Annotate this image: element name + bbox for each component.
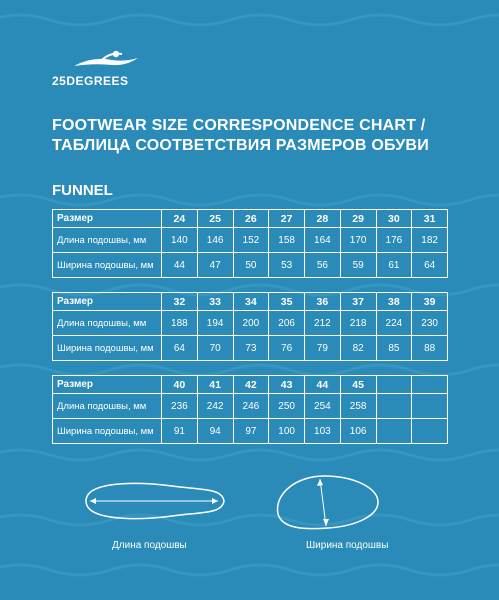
width-cell: 76 xyxy=(269,336,305,361)
length-cell: 194 xyxy=(197,311,233,336)
width-cell: 85 xyxy=(376,336,412,361)
logo-text: 25DEGREES xyxy=(52,74,129,88)
width-cell: 44 xyxy=(162,253,198,278)
length-cell: 224 xyxy=(376,311,412,336)
length-cell xyxy=(376,394,412,419)
length-row xyxy=(53,311,448,336)
size-cell: 28 xyxy=(305,210,341,228)
size-row xyxy=(53,376,448,394)
length-cell: 254 xyxy=(305,394,341,419)
size-cell: 31 xyxy=(412,210,448,228)
size-cell: 44 xyxy=(305,376,341,394)
sole-width-diagram xyxy=(268,470,388,536)
size-cell: 25 xyxy=(197,210,233,228)
size-cell: 41 xyxy=(197,376,233,394)
length-cell: 250 xyxy=(269,394,305,419)
size-cell: 43 xyxy=(269,376,305,394)
length-caption: Длина подошвы xyxy=(112,540,187,551)
model-name: FUNNEL xyxy=(52,182,113,199)
length-cell: 176 xyxy=(376,228,412,253)
width-cell: 73 xyxy=(233,336,269,361)
size-cell: 34 xyxy=(233,293,269,311)
size-cell: 35 xyxy=(269,293,305,311)
size-cell: 37 xyxy=(340,293,376,311)
length-cell: 206 xyxy=(269,311,305,336)
width-cell: 103 xyxy=(305,419,341,444)
width-cell: 82 xyxy=(340,336,376,361)
size-label: Размер xyxy=(53,210,162,228)
size-label: Размер xyxy=(53,293,162,311)
width-cell: 53 xyxy=(269,253,305,278)
width-cell: 70 xyxy=(197,336,233,361)
length-cell: 140 xyxy=(162,228,198,253)
size-cell xyxy=(376,376,412,394)
size-cell: 32 xyxy=(162,293,198,311)
length-cell: 146 xyxy=(197,228,233,253)
size-table-1 xyxy=(52,209,448,278)
length-cell: 158 xyxy=(269,228,305,253)
size-cell: 33 xyxy=(197,293,233,311)
length-cell: 236 xyxy=(162,394,198,419)
size-row xyxy=(53,293,448,311)
length-cell: 242 xyxy=(197,394,233,419)
width-cell: 79 xyxy=(305,336,341,361)
length-cell: 258 xyxy=(340,394,376,419)
swimmer-icon xyxy=(72,48,142,72)
length-cell: 152 xyxy=(233,228,269,253)
length-label: Длина подошвы, мм xyxy=(53,228,162,253)
width-cell: 64 xyxy=(412,253,448,278)
size-cell: 29 xyxy=(340,210,376,228)
width-cell: 61 xyxy=(376,253,412,278)
length-cell: 212 xyxy=(305,311,341,336)
length-cell: 230 xyxy=(412,311,448,336)
length-cell: 188 xyxy=(162,311,198,336)
width-label: Ширина подошвы, мм xyxy=(53,253,162,278)
length-cell: 170 xyxy=(340,228,376,253)
size-label: Размер xyxy=(53,376,162,394)
length-row xyxy=(53,394,448,419)
length-label: Длина подошвы, мм xyxy=(53,311,162,336)
size-table-2 xyxy=(52,292,448,361)
width-cell: 56 xyxy=(305,253,341,278)
length-cell: 200 xyxy=(233,311,269,336)
size-cell: 26 xyxy=(233,210,269,228)
sole-length-diagram xyxy=(72,470,232,532)
length-cell: 218 xyxy=(340,311,376,336)
title-russian: ТАБЛИЦА СООТВЕТСТВИЯ РАЗМЕРОВ ОБУВИ xyxy=(52,137,429,154)
width-cell: 59 xyxy=(340,253,376,278)
size-table-3 xyxy=(52,375,448,444)
width-cell: 64 xyxy=(162,336,198,361)
width-cell: 97 xyxy=(233,419,269,444)
size-row xyxy=(53,210,448,228)
length-cell xyxy=(412,394,448,419)
width-cell: 94 xyxy=(197,419,233,444)
width-row xyxy=(53,253,448,278)
brand-logo xyxy=(52,48,162,90)
size-cell: 36 xyxy=(305,293,341,311)
length-label: Длина подошвы, мм xyxy=(53,394,162,419)
width-cell xyxy=(376,419,412,444)
size-cell: 45 xyxy=(340,376,376,394)
width-cell: 88 xyxy=(412,336,448,361)
length-row xyxy=(53,228,448,253)
size-cell: 30 xyxy=(376,210,412,228)
width-row xyxy=(53,419,448,444)
size-cell: 40 xyxy=(162,376,198,394)
size-cell: 39 xyxy=(412,293,448,311)
width-cell: 91 xyxy=(162,419,198,444)
size-cell: 38 xyxy=(376,293,412,311)
width-cell: 106 xyxy=(340,419,376,444)
width-cell: 50 xyxy=(233,253,269,278)
width-cell: 100 xyxy=(269,419,305,444)
width-label: Ширина подошвы, мм xyxy=(53,419,162,444)
length-cell: 246 xyxy=(233,394,269,419)
size-cell xyxy=(412,376,448,394)
size-cell: 24 xyxy=(162,210,198,228)
length-cell: 182 xyxy=(412,228,448,253)
width-row xyxy=(53,336,448,361)
width-cell: 47 xyxy=(197,253,233,278)
size-cell: 27 xyxy=(269,210,305,228)
width-cell xyxy=(412,419,448,444)
width-caption: Ширина подошвы xyxy=(306,540,389,551)
title-english: FOOTWEAR SIZE CORRESPONDENCE CHART / xyxy=(52,117,426,134)
page-title xyxy=(52,116,472,156)
width-label: Ширина подошвы, мм xyxy=(53,336,162,361)
length-cell: 164 xyxy=(305,228,341,253)
size-cell: 42 xyxy=(233,376,269,394)
